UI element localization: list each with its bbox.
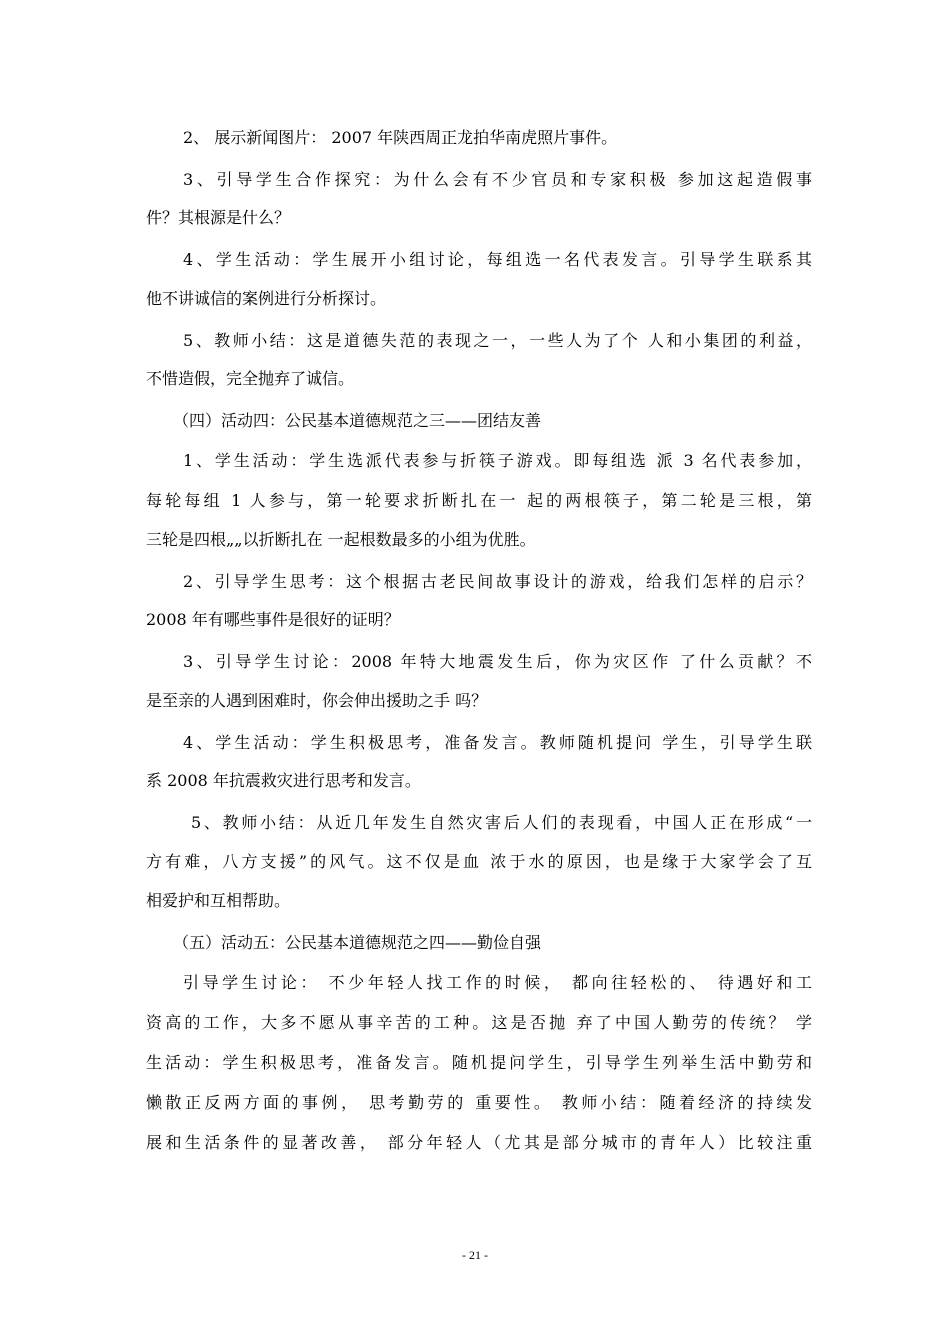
paragraph-line: 2、 展示新闻图片： 2007 年陕西周正龙拍华南虎照片事件。 [183,128,618,147]
paragraph-line: 三轮是四根„„以折断扎在 一起根数最多的小组为优胜。 [146,530,536,549]
paragraph-line: 是至亲的人遇到困难时，你会伸出援助之手 吗？ [146,691,488,710]
paragraph-line: 2、引导学生思考：这个根据古老民间故事设计的游戏，给我们怎样的启示？ [183,572,812,591]
paragraph-line: 方有难，八方支援”的风气。这不仅是血 浓于水的原因，也是缘于大家学会了互 [146,852,812,871]
paragraph-line: 引导学生讨论： 不少年轻人找工作的时候， 都向往轻松的、 待遇好和工 [183,973,812,992]
paragraph-line: 懒散正反两方面的事例， 思考勤劳的 重要性。 教师小结：随着经济的持续发 [146,1093,812,1112]
paragraph-line: 展和生活条件的显著改善， 部分年轻人（尤其是部分城市的青年人）比较注重 [146,1133,812,1152]
paragraph-line: 1、学生活动：学生选派代表参与折筷子游戏。即每组选 派 3 名代表参加， [183,451,812,470]
paragraph-line: 不惜造假，完全抛弃了诚信。 [146,369,355,388]
paragraph-line: 相爱护和互相帮助。 [146,891,291,910]
section-heading: （四）活动四：公民基本道德规范之三——团结友善 [173,411,542,430]
paragraph-line: 4、学生活动：学生积极思考，准备发言。教师随机提问 学生，引导学生联 [183,733,812,752]
section-heading: （五）活动五：公民基本道德规范之四——勤俭自强 [173,933,542,952]
paragraph-line: 3、引导学生合作探究：为什么会有不少官员和专家积极 参加这起造假事 [183,170,812,189]
paragraph-line: 每轮每组 1 人参与，第一轮要求折断扎在一 起的两根筷子，第二轮是三根，第 [146,491,812,510]
paragraph-line: 2008 年有哪些事件是很好的证明？ [146,610,400,629]
paragraph-line: 生活动：学生积极思考，准备发言。随机提问学生，引导学生列举生活中勤劳和 [146,1053,812,1072]
paragraph-line: 件？其根源是什么？ [146,208,291,227]
page-number: - 21 - [462,1248,488,1262]
paragraph-line: 系 2008 年抗震救灾进行思考和发言。 [146,771,421,790]
paragraph-line: 他不讲诚信的案例进行分析探讨。 [146,289,387,308]
paragraph-line: 4、学生活动：学生展开小组讨论，每组选一名代表发言。引导学生联系其 [183,250,812,269]
paragraph-line: 5、教师小结：从近几年发生自然灾害后人们的表现看，中国人正在形成“一 [191,813,812,832]
paragraph-line: 资高的工作，大多不愿从事辛苦的工种。这是否抛 弃了中国人勤劳的传统？ 学 [146,1013,812,1032]
paragraph-line: 3、引导学生讨论：2008 年特大地震发生后，你为灾区作 了什么贡献？不 [183,652,812,671]
paragraph-line: 5、教师小结：这是道德失范的表现之一，一些人为了个 人和小集团的利益， [183,331,812,350]
